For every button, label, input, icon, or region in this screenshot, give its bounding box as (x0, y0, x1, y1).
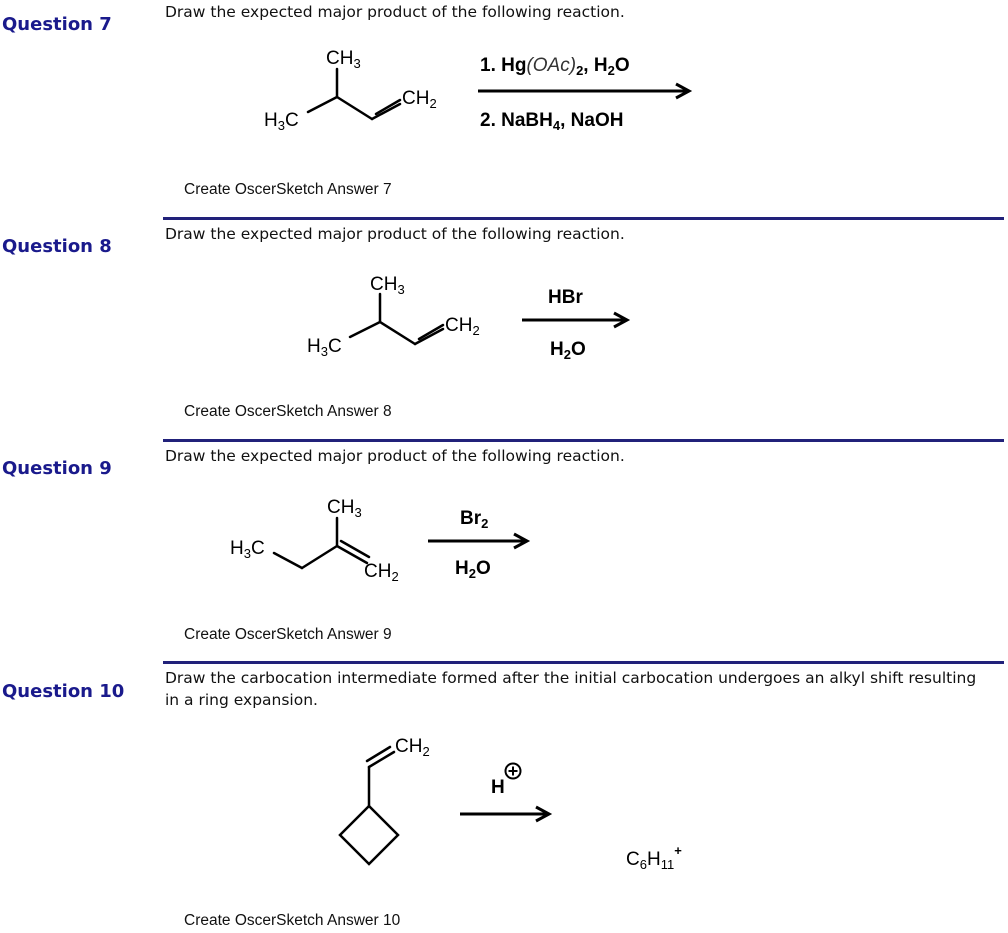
question-10-create-answer-link[interactable]: Create OscerSketch Answer 10 (184, 912, 401, 929)
question-8-reagent-above: HBr (548, 287, 583, 308)
question-7-reaction-scheme (0, 40, 720, 140)
question-9-h3c-label: $H_3C$ (230, 538, 265, 561)
question-7-label: Question 7 (2, 14, 112, 35)
question-8-create-answer-link[interactable]: Create OscerSketch Answer 8 (184, 403, 392, 420)
question-7-reagent-line-1: 1. $Hg(OAc)_2$, $H_2O$ (480, 55, 630, 78)
question-8-molecule (350, 294, 443, 344)
question-9-molecule (274, 518, 369, 568)
question-9-create-answer-link[interactable]: Create OscerSketch Answer 9 (184, 626, 392, 643)
question-9-reagent-below: $H_2O$ (455, 558, 491, 581)
question-10-reagent-above (491, 764, 521, 799)
question-10-reaction-scheme (0, 725, 720, 885)
question-10-label: Question 10 (2, 681, 125, 702)
question-divider (163, 217, 1004, 220)
svg-text:H: H (491, 777, 505, 798)
question-9-ch3-label: $CH_3$ (327, 497, 362, 520)
question-8-ch2-label: $CH_2$ (445, 315, 480, 338)
question-8-prompt: Draw the expected major product of the following reaction. (165, 225, 625, 243)
question-divider (163, 439, 1004, 442)
question-divider (163, 661, 1004, 664)
question-10-product-formula: $C_6H_{11}^+$ (626, 843, 682, 872)
question-7-ch2-label: $CH_2$ (402, 88, 437, 111)
question-10-prompt: Draw the carbocation intermediate formed after the initial carbocation undergoes an alkyl shift resulting in a ring expansion. (165, 669, 977, 709)
question-9-prompt: Draw the expected major product of the following reaction. (165, 447, 625, 465)
question-9-reaction-arrow (428, 534, 527, 548)
question-7-prompt: Draw the expected major product of the following reaction. (165, 3, 625, 21)
question-10-reaction-arrow (460, 807, 549, 821)
question-8-reaction-arrow (522, 313, 627, 327)
question-9-reaction-scheme (0, 485, 720, 595)
question-7-ch3-label: $CH_3$ (326, 48, 361, 71)
question-7-reaction-arrow (478, 84, 689, 98)
question-8-ch3-label: $CH_3$ (370, 274, 405, 297)
question-9-ch2-label: $CH_2$ (364, 561, 399, 584)
question-9-label: Question 9 (2, 458, 112, 479)
question-9-reagent-above: $Br_2$ (460, 508, 489, 531)
question-8-label: Question 8 (2, 236, 112, 257)
question-10-molecule (340, 747, 398, 864)
question-8-reaction-scheme (0, 260, 720, 370)
question-7-molecule (308, 69, 400, 119)
question-8-reagent-below: $H_2O$ (550, 339, 586, 362)
question-7-reagent-line-2: 2. NaBH$_4$, NaOH (480, 110, 624, 133)
question-7-create-answer-link[interactable]: Create OscerSketch Answer 7 (184, 181, 392, 198)
question-7-h3c-label: $H_3C$ (264, 110, 299, 133)
question-10-ch2-label: $CH_2$ (395, 736, 430, 759)
question-8-h3c-label: $H_3C$ (307, 336, 342, 359)
